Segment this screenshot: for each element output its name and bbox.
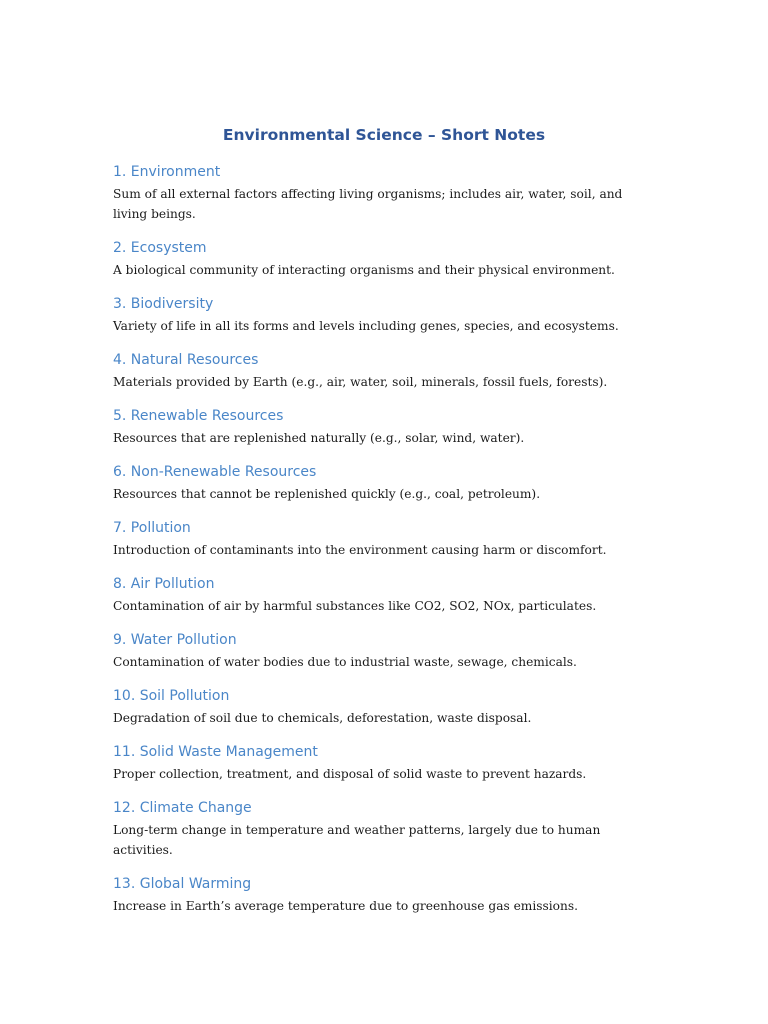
- note-section: [113, 684, 653, 728]
- note-body: Proper collection, treatment, and disposal of solid waste to prevent hazards.: [113, 767, 587, 781]
- note-body: Long-term change in temperature and weather patterns, largely due to human activities.: [113, 823, 601, 857]
- note-heading: 3. Biodiversity: [113, 296, 214, 312]
- note-heading: 11. Solid Waste Management: [113, 744, 318, 760]
- note-body: Resources that are replenished naturally (e.g., solar, wind, water).: [113, 431, 525, 445]
- note-section: [113, 348, 653, 392]
- note-body: Increase in Earth’s average temperature due to greenhouse gas emissions.: [113, 899, 578, 913]
- note-body: Introduction of contaminants into the environment causing harm or discomfort.: [113, 543, 607, 557]
- note-body: Degradation of soil due to chemicals, deforestation, waste disposal.: [113, 711, 532, 725]
- note-heading: 13. Global Warming: [113, 876, 252, 892]
- note-heading: 9. Water Pollution: [113, 632, 237, 648]
- note-heading: 6. Non-Renewable Resources: [113, 464, 317, 480]
- note-section: [113, 160, 653, 224]
- note-heading: 10. Soil Pollution: [113, 688, 230, 704]
- note-section: [113, 460, 653, 504]
- note-heading: 12. Climate Change: [113, 800, 252, 816]
- note-body: Contamination of water bodies due to industrial waste, sewage, chemicals.: [113, 655, 577, 669]
- note-heading: 4. Natural Resources: [113, 352, 259, 368]
- notes-list: [113, 160, 653, 928]
- note-body: Sum of all external factors affecting living organisms; includes air, water, soil, and living beings.: [113, 187, 623, 221]
- note-body: Materials provided by Earth (e.g., air, water, soil, minerals, fossil fuels, forests).: [113, 375, 608, 389]
- note-heading: 8. Air Pollution: [113, 576, 215, 592]
- note-heading: 5. Renewable Resources: [113, 408, 284, 424]
- note-section: [113, 628, 653, 672]
- note-section: [113, 404, 653, 448]
- note-section: [113, 236, 653, 280]
- note-section: [113, 872, 653, 916]
- note-section: [113, 516, 653, 560]
- document-title: Environmental Science – Short Notes: [222, 126, 546, 144]
- note-body: Variety of life in all its forms and levels including genes, species, and ecosystems.: [113, 319, 619, 333]
- note-heading: 2. Ecosystem: [113, 240, 207, 256]
- note-body: Contamination of air by harmful substances like CO2, SO2, NOx, particulates.: [113, 599, 597, 613]
- note-section: [113, 740, 653, 784]
- note-section: [113, 292, 653, 336]
- note-section: [113, 572, 653, 616]
- note-heading: 7. Pollution: [113, 520, 191, 536]
- note-body: Resources that cannot be replenished quickly (e.g., coal, petroleum).: [113, 487, 541, 501]
- note-heading: 1. Environment: [113, 164, 221, 180]
- note-section: [113, 796, 653, 860]
- note-body: A biological community of interacting organisms and their physical environment.: [113, 263, 615, 277]
